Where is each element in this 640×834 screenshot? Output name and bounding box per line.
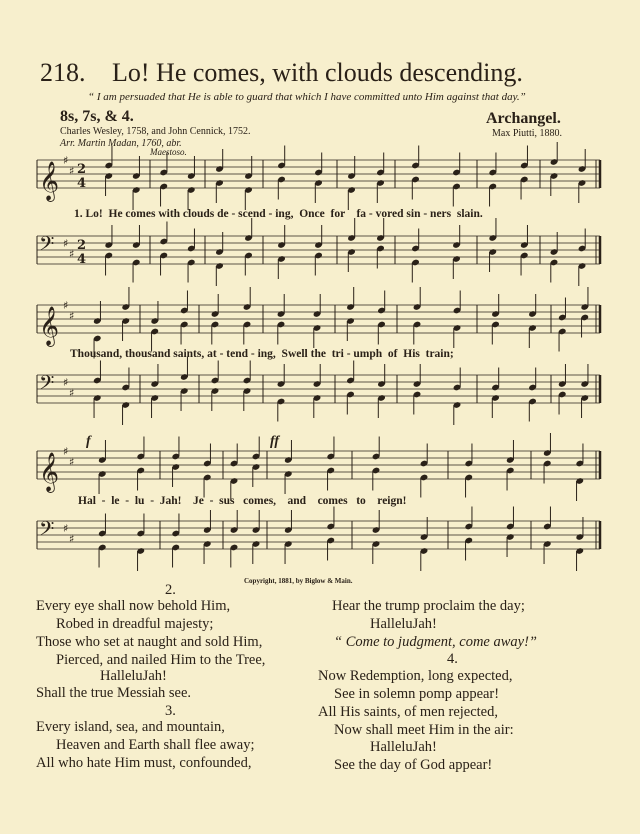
verse-4-line: All His saints, of men rejected, xyxy=(318,704,498,720)
time-signature: 4 xyxy=(77,176,87,191)
key-signature-sharp: ♯ xyxy=(69,532,75,546)
epigraph: “ I am persuaded that He is able to guard that which I have committed unto Him against that day.” xyxy=(88,91,526,103)
key-signature-sharp: ♯ xyxy=(63,445,69,458)
arranger-credit: Arr. Martin Madan, 1760, abr. xyxy=(60,138,182,149)
verse-3-number: 3. xyxy=(165,703,176,719)
lyrics-line-2: Thousand, thousand saints, at - tend - ing, Swell the tri - umph of His train; xyxy=(70,348,454,360)
dynamic-fortissimo: ff xyxy=(270,434,280,449)
time-signature: 2 xyxy=(77,238,87,253)
bass-clef: 𝄢 xyxy=(39,232,55,260)
authors-credit: Charles Wesley, 1758, and John Cennick, 1752. xyxy=(60,126,251,137)
bass-clef: 𝄢 xyxy=(39,371,55,399)
composer-credit: Max Piutti, 1880. xyxy=(492,128,563,139)
lyrics-line-3: Hal - le - lu - Jah! Je - sus comes, and comes to reign! xyxy=(78,495,407,507)
key-signature-sharp: ♯ xyxy=(69,386,75,400)
verse-2-number: 2. xyxy=(165,582,176,598)
verse-2-line: Those who set at naught and sold Him, xyxy=(36,634,263,650)
verse-2-line: Pierced, and nailed Him to the Tree, xyxy=(56,652,266,668)
key-signature-sharp: ♯ xyxy=(69,455,75,469)
key-signature-sharp: ♯ xyxy=(63,522,69,535)
verse-4-line: HalleluJah! xyxy=(370,739,437,755)
key-signature-sharp: ♯ xyxy=(69,247,75,261)
hymn-number: 218. xyxy=(40,58,86,87)
treble-clef: 𝄞 xyxy=(39,161,60,201)
verse-4-number: 4. xyxy=(447,651,458,667)
lyrics-line-1: 1. Lo! He comes with clouds de - scend - ing, Once for fa - vored sin - ners slain. xyxy=(74,208,483,220)
time-signature: 2 xyxy=(77,162,87,177)
key-signature-sharp: ♯ xyxy=(63,299,69,312)
verse-4-line: See the day of God appear! xyxy=(334,757,493,773)
verse-4-line: Now Redemption, long expected, xyxy=(318,668,513,684)
verse-2-line: Shall the true Messiah see. xyxy=(36,685,192,701)
hymn-title: Lo! He comes, with clouds descending. xyxy=(112,58,523,87)
treble-clef: 𝄞 xyxy=(39,452,60,492)
verse-4-line: Now shall meet Him in the air: xyxy=(334,722,514,738)
time-signature: 4 xyxy=(77,252,87,267)
verse-2-line: Robed in dreadful majesty; xyxy=(56,616,214,632)
verse-3-line: Hear the trump proclaim the day; xyxy=(332,598,525,614)
key-signature-sharp: ♯ xyxy=(63,237,69,250)
tune-name: Archangel. xyxy=(486,110,561,127)
verse-3-line: HalleluJah! xyxy=(370,616,437,632)
verse-2-line: HalleluJah! xyxy=(100,668,167,684)
key-signature-sharp: ♯ xyxy=(69,309,75,323)
key-signature-sharp: ♯ xyxy=(69,164,75,178)
verse-2-line: Every eye shall now behold Him, xyxy=(36,598,231,614)
meter: 8s, 7s, & 4. xyxy=(60,108,134,125)
key-signature-sharp: ♯ xyxy=(63,154,69,167)
verse-4-line: See in solemn pomp appear! xyxy=(334,686,500,702)
bass-clef: 𝄢 xyxy=(39,517,55,545)
verse-3-line: Heaven and Earth shall flee away; xyxy=(56,737,255,753)
copyright: Copyright, 1881, by Biglow & Main. xyxy=(244,577,353,585)
key-signature-sharp: ♯ xyxy=(63,376,69,389)
verse-3-line: Every island, sea, and mountain, xyxy=(36,719,225,735)
verse-3-line: All who hate Him must, confounded, xyxy=(36,755,252,771)
verse-3-line: “ Come to judgment, come away!” xyxy=(334,634,537,650)
treble-clef: 𝄞 xyxy=(39,306,60,346)
tempo-marking: Maestoso. xyxy=(150,147,187,157)
dynamic-forte: f xyxy=(86,434,91,449)
